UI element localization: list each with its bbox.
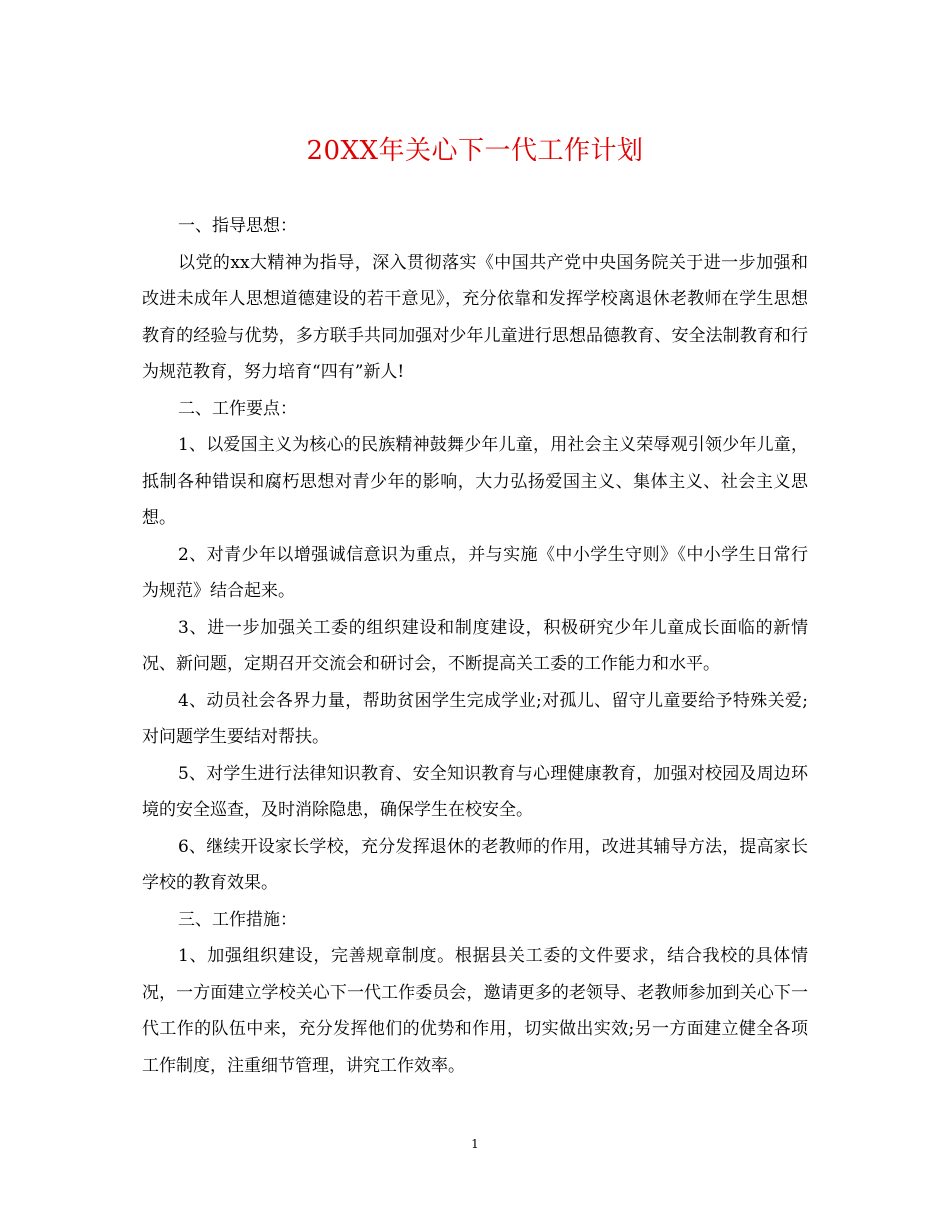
work-measure-1: 1、加强组织建设，完善规章制度。根据县关工委的文件要求，结合我校的具体情况，一方面建立学校关心下一代工作委员会，邀请更多的老领导、老教师参加到关心下一代工作的队伍中来，充分发挥他们的优势和作用，切实做出实效;另一方面建立健全各项工作制度，注重细节管理，讲究工作效率。 — [142, 946, 808, 1076]
document-title: 20XX年关心下一代工作计划 — [306, 136, 644, 166]
section-heading-work-points: 二、工作要点： — [178, 398, 297, 419]
document-body — [142, 208, 808, 1084]
work-point-1: 1、以爱国主义为核心的民族精神鼓舞少年儿童，用社会主义荣辱观引领少年儿童，抵制各种错误和腐朽思想对青少年的影响，大力弘扬爱国主义、集体主义、社会主义思想。 — [142, 435, 808, 528]
section-heading-work-measures: 三、工作措施： — [178, 909, 297, 930]
paragraph-guiding-ideology: 以党的xx大精神为指导，深入贯彻落实《中国共产党中央国务院关于进一步加强和改进未成年人思想道德建设的若干意见》，充分依靠和发挥学校离退休老教师在学生思想教育的经验与优势，多方联手共同加强对少年儿童进行思想品德教育、安全法制教育和行为规范教育，努力培育“四有”新人! — [142, 252, 808, 382]
work-point-3: 3、进一步加强关工委的组织建设和制度建设，积极研究少年儿童成长面临的新情况、新问题，定期召开交流会和研讨会，不断提高关工委的工作能力和水平。 — [142, 617, 808, 674]
work-point-6: 6、继续开设家长学校，充分发挥退休的老教师的作用，改进其辅导方法，提高家长学校的教育效果。 — [142, 836, 808, 893]
work-point-2: 2、对青少年以增强诚信意识为重点，并与实施《中小学生守则》《中小学生日常行为规范》结合起来。 — [142, 544, 808, 601]
page-number: 1 — [471, 1137, 479, 1151]
work-point-4: 4、动员社会各界力量，帮助贫困学生完成学业;对孤儿、留守儿童要给予特殊关爱;对问题学生要结对帮扶。 — [142, 690, 808, 747]
work-point-5: 5、对学生进行法律知识教育、安全知识教育与心理健康教育，加强对校园及周边环境的安全巡查，及时消除隐患，确保学生在校安全。 — [142, 763, 808, 820]
section-heading-guiding-ideology: 一、指导思想： — [178, 216, 297, 236]
